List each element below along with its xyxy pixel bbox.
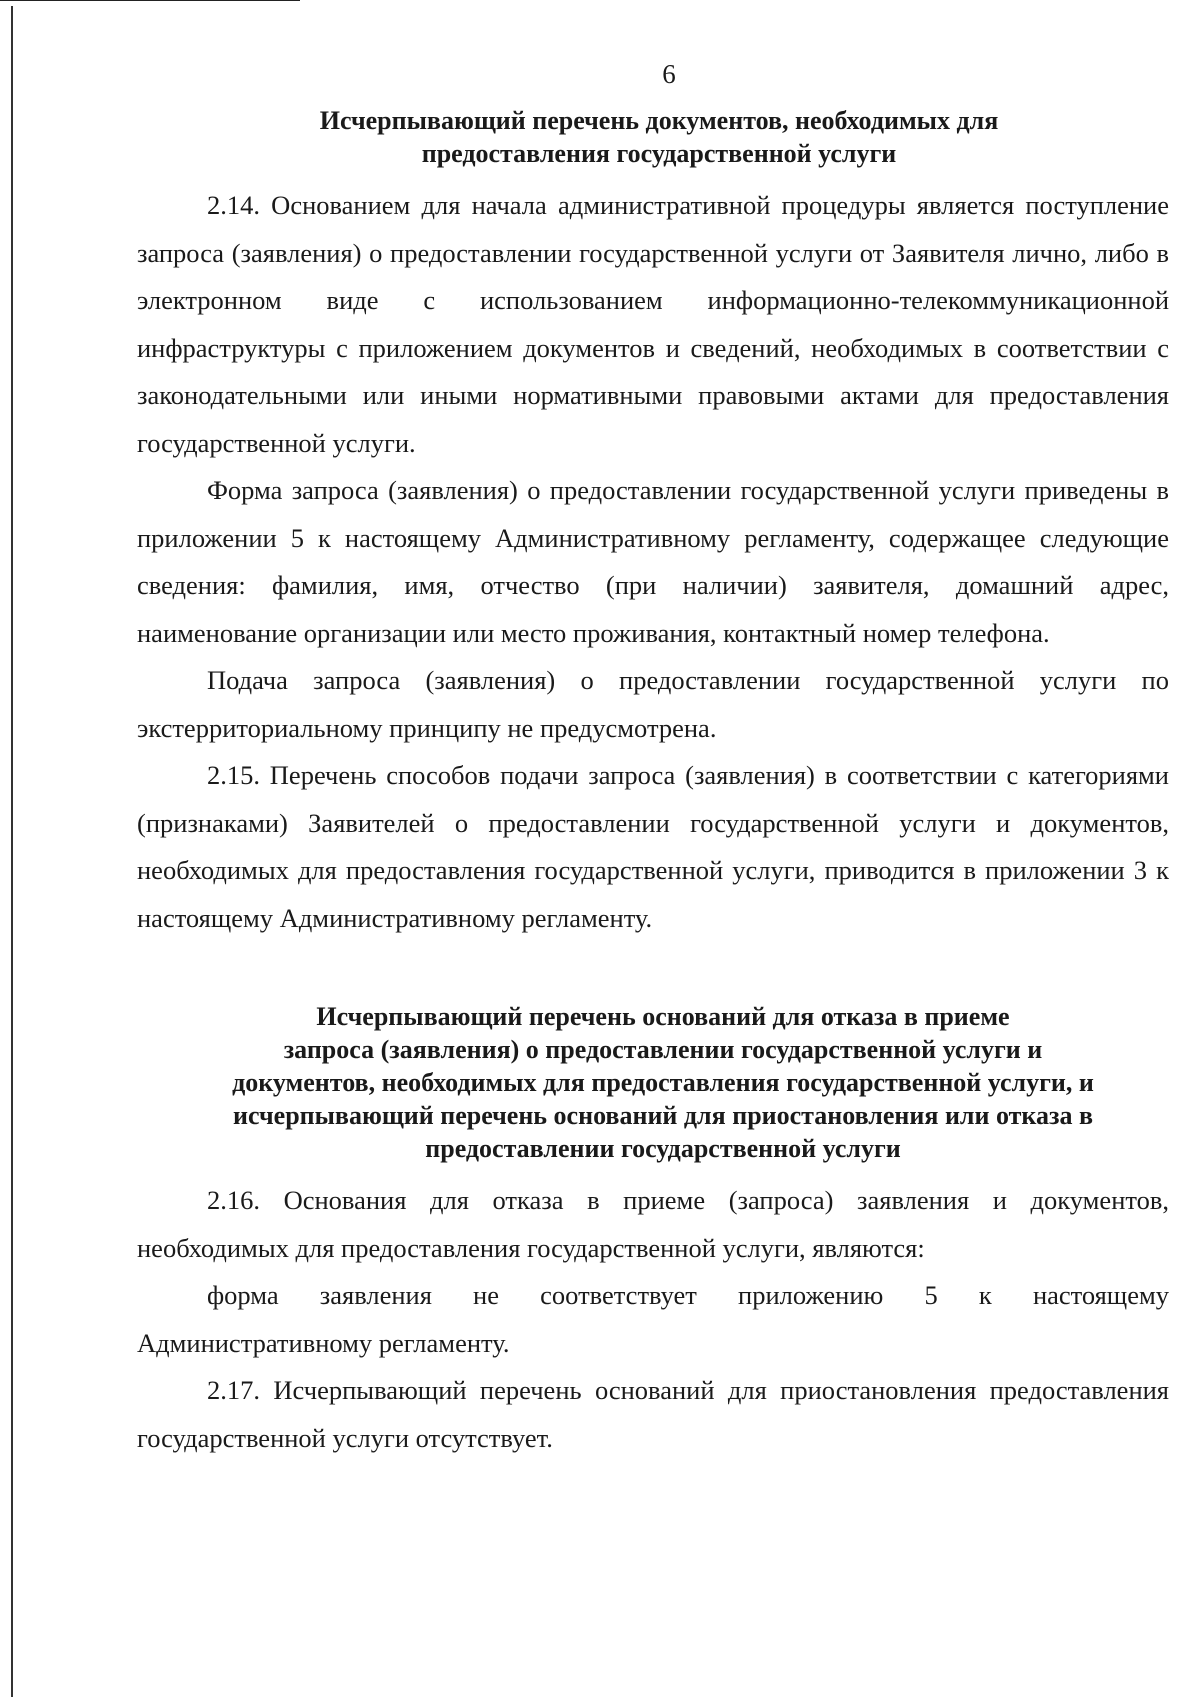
paragraph-2-14: 2.14. Основанием для начала административной процедуры является поступление запроса (заявления) о предоставлении государственной услуги от Заявителя лично, либо в электронном виде с использованием информационно-телекоммуникационной инфраструктуры с приложением документов и сведений, необходимых в соответствии с законодательными или иными нормативными правовыми актами для предоставления государственной услуги. — [137, 190, 1169, 458]
section-heading-refusal-grounds — [137, 1000, 1169, 1165]
paragraph-extraterritorial: Подача запроса (заявления) о предоставлении государственной услуги по экстерриториальному принципу не предусмотрена. — [137, 665, 1169, 743]
paragraph-2-17: 2.17. Исчерпывающий перечень оснований для приостановления предоставления государственной услуги отсутствует. — [137, 1375, 1169, 1453]
heading-line: Исчерпывающий перечень документов, необходимых для — [319, 106, 999, 135]
section-body-required-documents — [137, 182, 1169, 942]
paragraph-2-16: 2.16. Основания для отказа в приеме (запроса) заявления и документов, необходимых для предоставления государственной услуги, являются: — [137, 1185, 1169, 1263]
paragraph-refusal-reason: форма заявления не соответствует приложению 5 к настоящему Административному регламенту. — [137, 1280, 1169, 1358]
heading-line: Исчерпывающий перечень оснований для отказа в приеме — [316, 1002, 1010, 1031]
heading-line: предоставлении государственной услуги — [425, 1134, 901, 1163]
section-heading-required-documents — [137, 104, 1169, 170]
page-number: 6 — [662, 59, 676, 89]
section-body-refusal-grounds — [137, 1177, 1169, 1462]
paragraph-request-form: Форма запроса (заявления) о предоставлении государственной услуги приведены в приложении 5 к настоящему Административному регламенту, содержащее следующие сведения: фамилия, имя, отчество (при наличии) заявителя, домашний адрес, наименование организации или место проживания, контактный номер телефона. — [137, 475, 1169, 648]
document-page — [137, 50, 1169, 1462]
heading-line: предоставления государственной услуги — [421, 139, 897, 168]
scan-border-top — [0, 0, 300, 1]
paragraph-2-15: 2.15. Перечень способов подачи запроса (заявления) в соответствии с категориями (признаками) Заявителей о предоставлении государственной услуги и документов, необходимых для предоставления государственной услуги, приводится в приложении 3 к настоящему Административному регламенту. — [137, 760, 1169, 933]
heading-line: исчерпывающий перечень оснований для приостановления или отказа в — [232, 1101, 1094, 1130]
scan-border-left — [11, 6, 13, 1697]
heading-line: запроса (заявления) о предоставлении государственной услуги и — [283, 1035, 1043, 1064]
heading-line: документов, необходимых для предоставления государственной услуги, и — [232, 1068, 1094, 1097]
